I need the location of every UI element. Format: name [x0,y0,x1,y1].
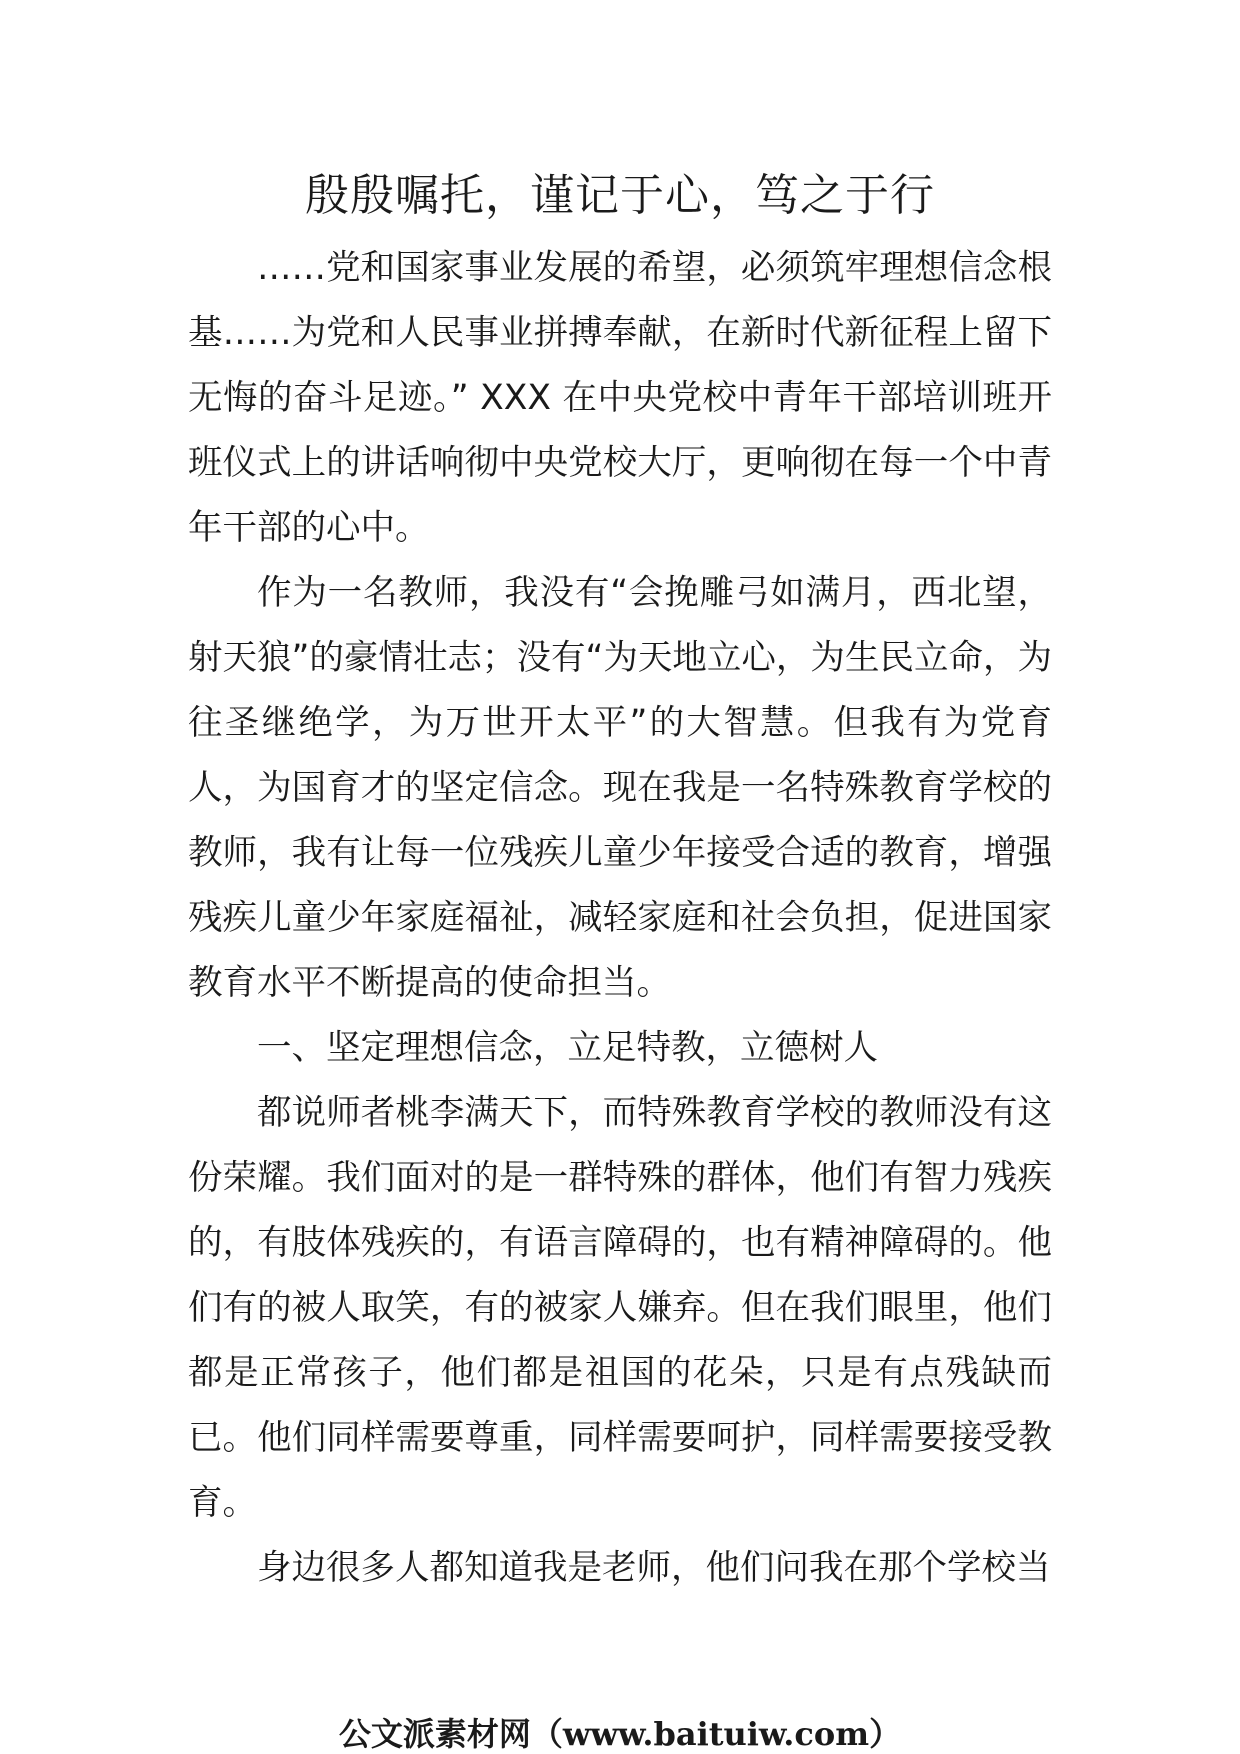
footer-watermark: 公文派素材网（www.baituiw.com） [338,1715,902,1753]
paragraph-4: 身边很多人都知道我是老师，他们问我在那个学校当 [257,1548,1051,1588]
paragraph-1: ……党和国家事业发展的希望，必须筑牢理想信念根基……为党和人民事业拼搏奉献，在新时代新征程上留下无悔的奋斗足迹。” XXX 在中央党校中青年干部培训班开班仪式上的讲话响彻中央党校大厅，更响彻在每一个中青年干部的心中。 [188,248,1052,548]
section-heading: 一、坚定理想信念，立足特教，立德树人 [257,1028,878,1068]
paragraph-2: 作为一名教师，我没有“会挽雕弓如满月，西北望，射天狼”的豪情壮志；没有“为天地立心，为生民立命，为往圣继绝学，为万世开太平”的大智慧。但我有为党育人，为国育才的坚定信念。现在我是一名特殊教育学校的教师，我有让每一位残疾儿童少年接受合适的教育，增强残疾儿童少年家庭福祉，减轻家庭和社会负担，促进国家教育水平不断提高的使命担当。 [188,573,1052,1003]
document-body [188,236,1052,1601]
paragraph-3: 都说师者桃李满天下，而特殊教育学校的教师没有这份荣耀。我们面对的是一群特殊的群体，他们有智力残疾的，有肢体残疾的，有语言障碍的，也有精神障碍的。他们有的被人取笑，有的被家人嫌弃。但在我们眼里，他们都是正常孩子，他们都是祖国的花朵，只是有点残缺而已。他们同样需要尊重，同样需要呵护，同样需要接受教育。 [188,1093,1052,1523]
document-title: 殷殷嘱托，谨记于心，笃之于行 [305,170,935,221]
